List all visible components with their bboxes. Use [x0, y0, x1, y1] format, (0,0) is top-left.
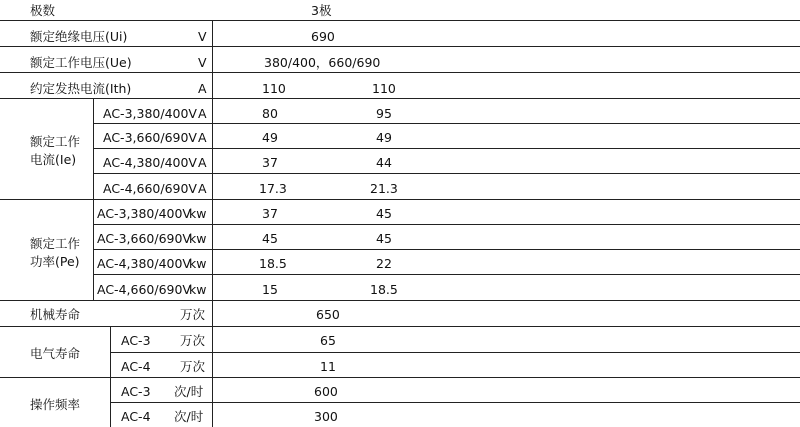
freq-row-2-value: 300 [314, 409, 338, 424]
freq-row-2-cond: AC-4 [121, 409, 151, 424]
ui-label: 额定绝缘电压(Ui) [30, 29, 128, 44]
poles-label: 极数 [30, 3, 56, 18]
freq-label: 操作频率 [30, 397, 81, 412]
ie-row-2-unit: A [198, 130, 207, 145]
ie-row-3-unit: A [198, 155, 207, 170]
rule-3 [0, 72, 800, 73]
pe-row-1-value-2: 45 [376, 206, 392, 221]
pe-row-4-unit: kw [189, 282, 207, 297]
elec-row-2-unit: 万次 [180, 359, 206, 374]
elec-label: 电气寿命 [30, 346, 81, 361]
pe-row-3-value-1: 18.5 [259, 256, 287, 271]
pe-row-2-value-1: 45 [262, 231, 278, 246]
mech-value: 650 [316, 307, 340, 322]
pe-row-1-unit: kw [189, 206, 207, 221]
ie-row-3-value-2: 44 [376, 155, 392, 170]
rule-12 [0, 300, 800, 301]
elec-row-1-unit: 万次 [180, 333, 206, 348]
rule-8 [0, 199, 800, 200]
rule-4 [0, 98, 800, 99]
ie-label-line2: 电流(Ie) [30, 152, 77, 167]
freq-row-1-value: 600 [314, 384, 338, 399]
rule-10 [93, 249, 800, 250]
rule-7 [93, 173, 800, 174]
ie-label-line1: 额定工作 [30, 134, 81, 149]
rule-13 [0, 326, 800, 327]
freq-row-1-cond: AC-3 [121, 384, 151, 399]
rule-5 [93, 123, 800, 124]
pe-row-2-cond: AC-3,660/690V [97, 231, 191, 246]
col-rule-life [110, 326, 111, 427]
ie-row-3-cond: AC-4,380/400V [103, 155, 197, 170]
elec-row-1-value: 65 [320, 333, 336, 348]
rule-2 [0, 46, 800, 47]
ie-row-3-value-1: 37 [262, 155, 278, 170]
elec-row-2-value: 11 [320, 359, 336, 374]
ui-value: 690 [311, 29, 335, 44]
rule-1 [0, 20, 800, 21]
mech-label: 机械寿命 [30, 307, 81, 322]
rule-14 [110, 352, 800, 353]
pe-row-4-value-2: 18.5 [370, 282, 398, 297]
col-rule-main [212, 20, 213, 427]
elec-row-2-cond: AC-4 [121, 359, 151, 374]
ith-label: 约定发热电流(Ith) [30, 81, 132, 96]
ie-row-2-value-2: 49 [376, 130, 392, 145]
ie-row-1-unit: A [198, 106, 207, 121]
pe-row-3-cond: AC-4,380/400V [97, 256, 191, 271]
pe-row-3-unit: kw [189, 256, 207, 271]
rule-15 [0, 377, 800, 378]
freq-row-2-unit: 次/时 [174, 409, 204, 424]
pe-row-3-value-2: 22 [376, 256, 392, 271]
mech-unit: 万次 [180, 307, 206, 322]
poles-value: 3极 [311, 3, 332, 18]
elec-row-1-cond: AC-3 [121, 333, 151, 348]
ue-label: 额定工作电压(Ue) [30, 55, 132, 70]
pe-row-1-value-1: 37 [262, 206, 278, 221]
ith-unit: A [198, 81, 207, 96]
rule-6 [93, 148, 800, 149]
pe-row-2-value-2: 45 [376, 231, 392, 246]
col-rule-ie [93, 98, 94, 300]
pe-row-4-cond: AC-4,660/690V [97, 282, 191, 297]
pe-row-1-cond: AC-3,380/400V [97, 206, 191, 221]
ie-row-1-value-1: 80 [262, 106, 278, 121]
ith-value-2: 110 [372, 81, 396, 96]
rule-9 [93, 224, 800, 225]
ie-row-4-value-1: 17.3 [259, 181, 287, 196]
pe-label-line1: 额定工作 [30, 236, 81, 251]
ie-row-4-value-2: 21.3 [370, 181, 398, 196]
ie-row-4-cond: AC-4,660/690V [103, 181, 197, 196]
ie-row-1-value-2: 95 [376, 106, 392, 121]
ie-row-1-cond: AC-3,380/400V [103, 106, 197, 121]
rule-16 [110, 402, 800, 403]
pe-label-line2: 功率(Pe) [30, 254, 80, 269]
ue-unit: V [198, 55, 207, 70]
pe-row-4-value-1: 15 [262, 282, 278, 297]
ith-value-1: 110 [262, 81, 286, 96]
ie-row-2-value-1: 49 [262, 130, 278, 145]
ie-row-4-unit: A [198, 181, 207, 196]
rule-11 [93, 274, 800, 275]
pe-row-2-unit: kw [189, 231, 207, 246]
ui-unit: V [198, 29, 207, 44]
freq-row-1-unit: 次/时 [174, 384, 204, 399]
ue-value: 380/400，660/690 [264, 55, 381, 70]
ie-row-2-cond: AC-3,660/690V [103, 130, 197, 145]
